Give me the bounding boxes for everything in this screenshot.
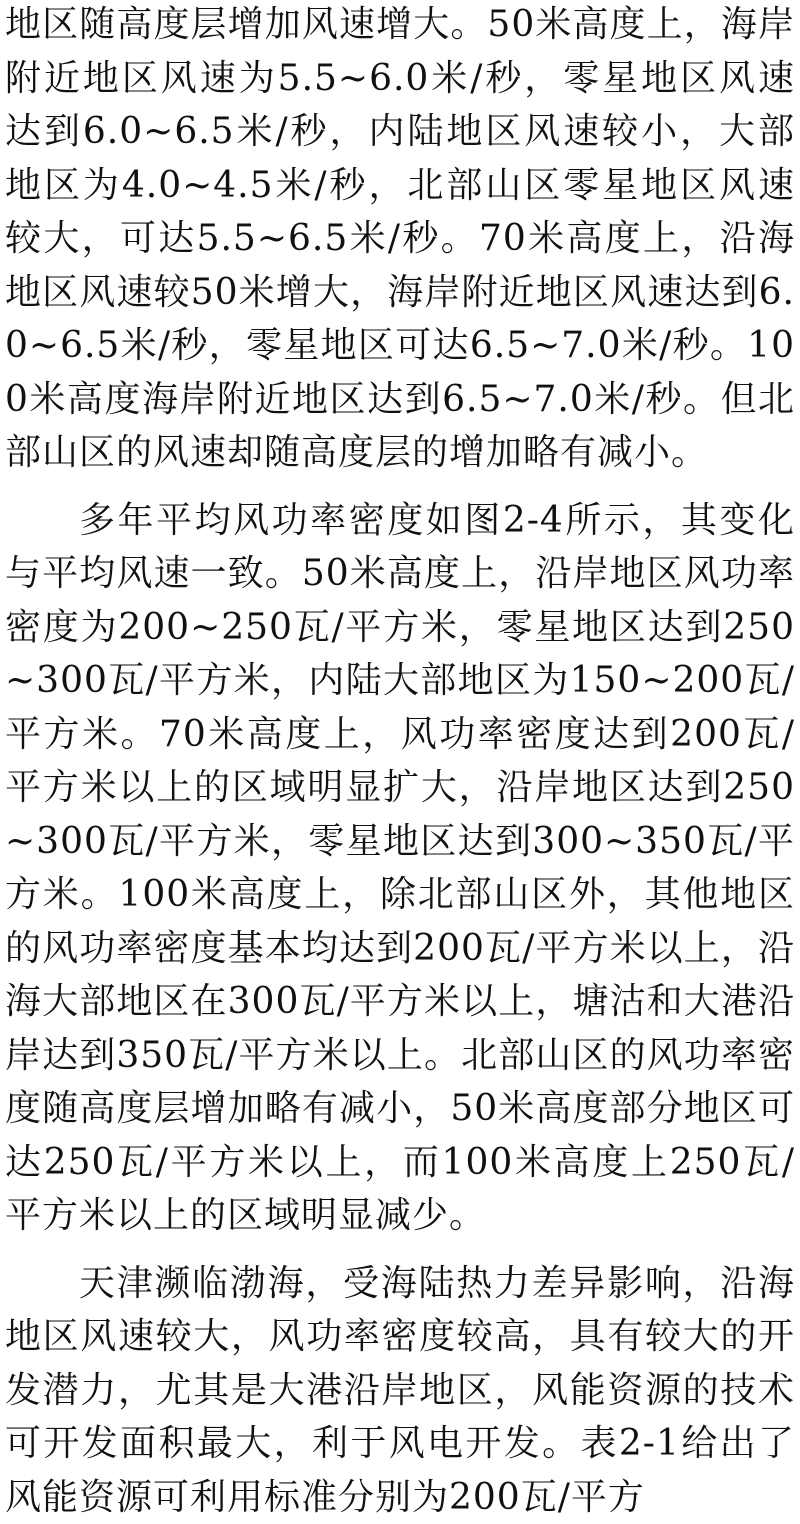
document-page — [5, 0, 795, 1524]
paragraph-wind-power-density: 多年平均风功率密度如图2-4所示，其变化与平均风速一致。50米高度上，沿岸地区风功率密度为200~250瓦/平方米，零星地区达到250~300瓦/平方米，内陆大部地区为150~200瓦/平方米。70米高度上，风功率密度达到200瓦/平方米以上的区域明显扩大，沿岸地区达到250~300瓦/平方米，零星地区达到300~350瓦/平方米。100米高度上，除北部山区外，其他地区的风功率密度基本均达到200瓦/平方米以上，沿海大部地区在300瓦/平方米以上，塘沽和大港沿岸达到350瓦/平方米以上。北部山区的风功率密度随高度层增加略有减小，50米高度部分地区可达250瓦/平方米以上，而100米高度上250瓦/平方米以上的区域明显减少。 — [5, 494, 795, 1243]
paragraph-tianjin-development: 天津濒临渤海，受海陆热力差异影响，沿海地区风速较大，风功率密度较高，具有较大的开发潜力，尤其是大港沿岸地区，风能资源的技术可开发面积最大，利于风电开发。表2-1给出了风能资源可利用标准分别为200瓦/平方 — [5, 1257, 795, 1524]
paragraph-wind-speed-by-height: 地区随高度层增加风速增大。50米高度上，海岸附近地区风速为5.5~6.0米/秒，零星地区风速达到6.0~6.5米/秒，内陆地区风速较小，大部地区为4.0~4.5米/秒，北部山区零星地区风速较大，可达5.5~6.5米/秒。70米高度上，沿海地区风速较50米增大，海岸附近地区风速达到6.0~6.5米/秒，零星地区可达6.5~7.0米/秒。100米高度海岸附近地区达到6.5~7.0米/秒。但北部山区的风速却随高度层的增加略有减小。 — [5, 0, 795, 480]
